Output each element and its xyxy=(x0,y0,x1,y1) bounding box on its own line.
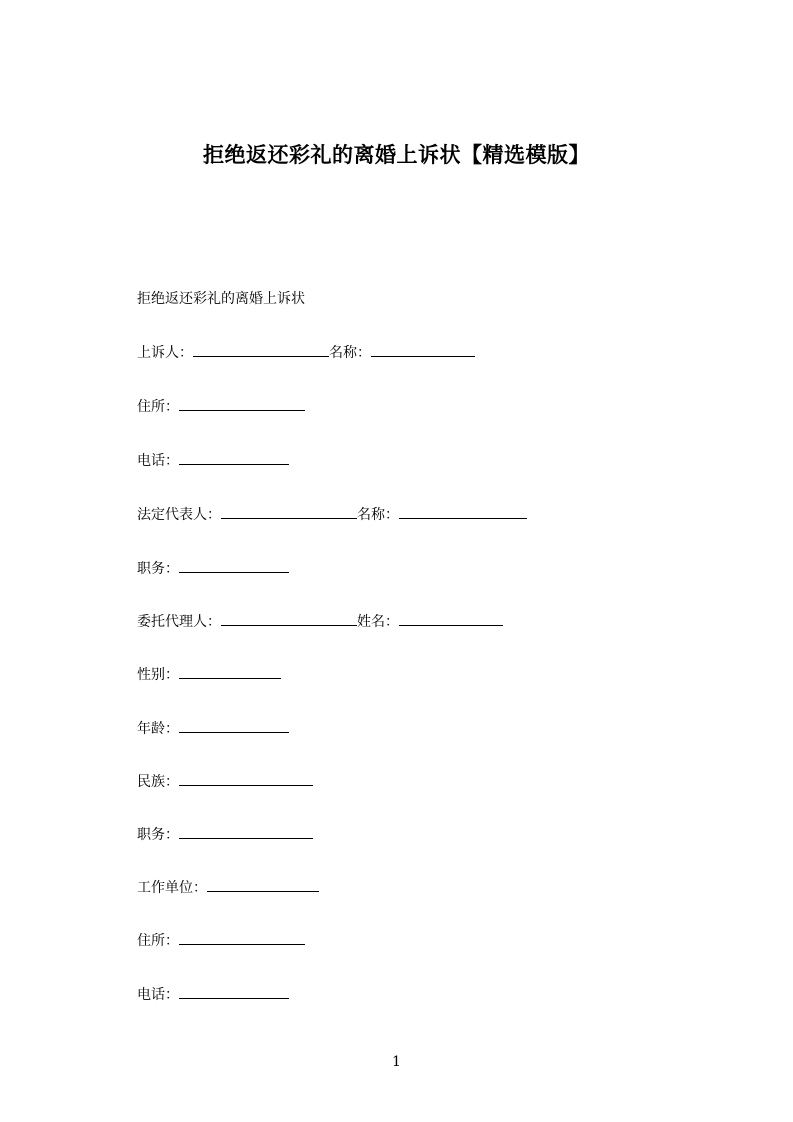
phone-label: 电话： xyxy=(137,453,179,469)
address-label: 住所： xyxy=(137,933,179,949)
agent-blank[interactable] xyxy=(221,611,357,626)
position-label: 职务： xyxy=(137,561,179,577)
page-number: 1 xyxy=(392,1054,401,1070)
phone-row-1 xyxy=(137,450,289,472)
legal-rep-blank[interactable] xyxy=(221,504,357,519)
agent-name-label: 姓名： xyxy=(357,614,399,630)
address-row-2 xyxy=(137,930,305,952)
age-label: 年龄： xyxy=(137,721,179,737)
legal-rep-name-label: 名称： xyxy=(357,507,399,523)
address-blank[interactable] xyxy=(179,930,305,945)
position-row-1 xyxy=(137,558,289,580)
ethnicity-blank[interactable] xyxy=(179,771,313,786)
workplace-row xyxy=(137,877,319,899)
ethnicity-label: 民族： xyxy=(137,774,179,790)
workplace-blank[interactable] xyxy=(207,877,319,892)
legal-rep-row xyxy=(137,504,527,526)
phone-label: 电话： xyxy=(137,987,179,1003)
position-blank[interactable] xyxy=(179,558,289,573)
position-label: 职务： xyxy=(137,827,179,843)
age-blank[interactable] xyxy=(179,718,289,733)
gender-blank[interactable] xyxy=(179,664,281,679)
agent-label: 委托代理人： xyxy=(137,614,221,630)
appellant-label: 上诉人： xyxy=(137,345,193,361)
legal-rep-name-blank[interactable] xyxy=(399,504,527,519)
position-row-2 xyxy=(137,824,313,846)
phone-row-2 xyxy=(137,984,289,1006)
document-subtitle: 拒绝返还彩礼的离婚上诉状 xyxy=(137,291,305,307)
appellant-name-blank[interactable] xyxy=(371,342,475,357)
gender-label: 性别： xyxy=(137,667,179,683)
appellant-row xyxy=(137,342,475,364)
position-blank[interactable] xyxy=(179,824,313,839)
appellant-blank[interactable] xyxy=(193,342,329,357)
gender-row xyxy=(137,664,281,686)
address-label: 住所： xyxy=(137,399,179,415)
phone-blank[interactable] xyxy=(179,450,289,465)
address-row-1 xyxy=(137,396,305,418)
phone-blank[interactable] xyxy=(179,984,289,999)
appellant-name-label: 名称： xyxy=(329,345,371,361)
ethnicity-row xyxy=(137,771,313,793)
agent-row xyxy=(137,611,503,633)
legal-rep-label: 法定代表人： xyxy=(137,507,221,523)
agent-name-blank[interactable] xyxy=(399,611,503,626)
document-title: 拒绝返还彩礼的离婚上诉状【精选模版】 xyxy=(203,143,590,167)
address-blank[interactable] xyxy=(179,396,305,411)
age-row xyxy=(137,718,289,740)
workplace-label: 工作单位： xyxy=(137,880,207,896)
